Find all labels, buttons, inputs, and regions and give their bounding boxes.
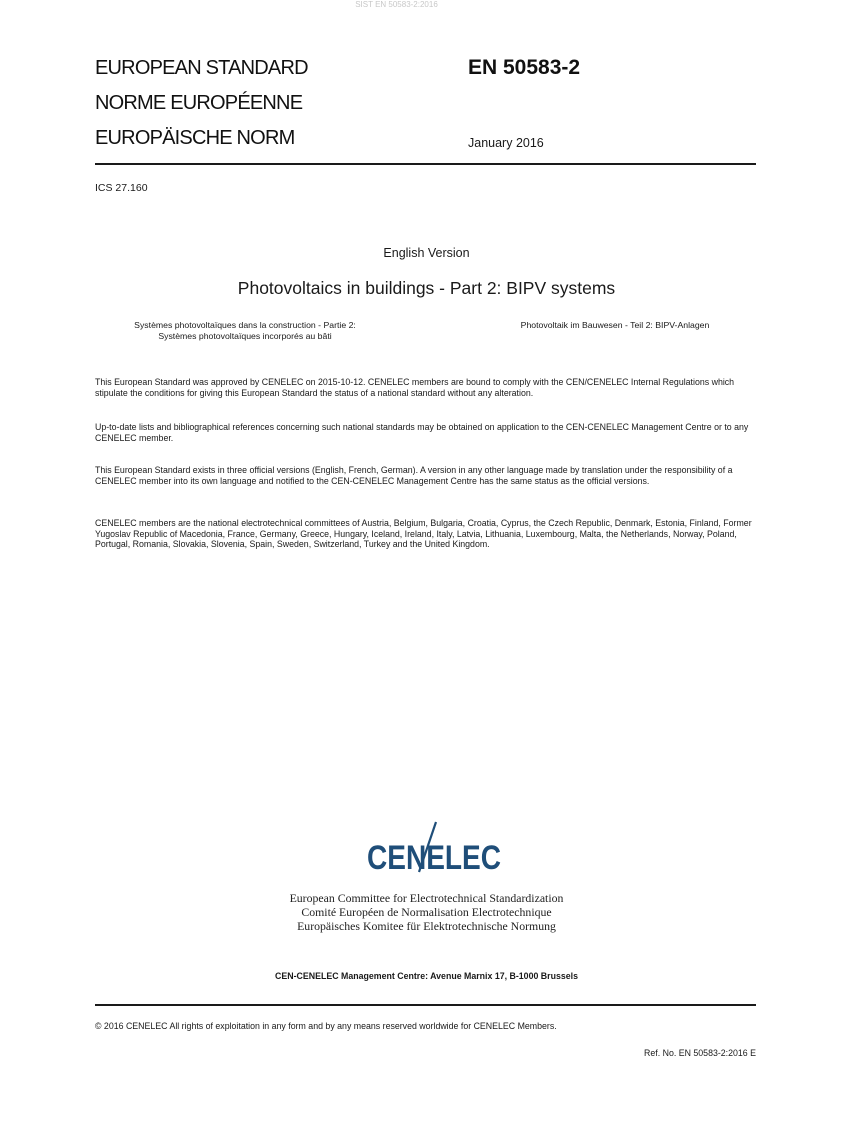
committee-name-fr: Comité Européen de Normalisation Electrotechnique — [301, 905, 552, 919]
watermark: SIST EN 50583-2:2016 — [355, 0, 438, 9]
standard-name-de: EUROPÄISCHE NORM — [95, 127, 295, 149]
french-title-line1: Systèmes photovoltaïques dans la construction - Partie 2: — [134, 320, 356, 330]
reference-number: Ref. No. EN 50583-2:2016 E — [644, 1048, 756, 1058]
document-number: EN 50583-2 — [468, 56, 581, 79]
standard-name-fr: NORME EUROPÉENNE — [95, 92, 303, 114]
cenelec-logo-graphic — [363, 822, 505, 877]
copyright-notice: © 2016 CENELEC All rights of exploitation in any form and by any means reserved worldwide for CENELEC Members. — [95, 1021, 557, 1031]
references-paragraph: Up-to-date lists and bibliographical references concerning such national standards may be obtained on application to the CEN-CENELEC Management Centre or to any CENELEC member. — [95, 422, 749, 443]
ics-code: ICS 27.160 — [95, 182, 148, 194]
language-version: English Version — [383, 246, 470, 260]
committee-name-de: Europäisches Komitee für Elektrotechnische Normung — [297, 919, 556, 933]
standard-name-en: EUROPEAN STANDARD — [95, 57, 308, 79]
french-title — [95, 320, 395, 342]
document-title: Photovoltaics in buildings - Part 2: BIPV systems — [237, 278, 616, 298]
approval-paragraph: This European Standard was approved by CENELEC on 2015-10-12. CENELEC members are bound to comply with the CEN/CENELEC Internal Regulations which stipulate the conditions for giving this European Standard the status of a national standard without any alteration. — [95, 377, 735, 398]
publication-date: January 2016 — [468, 136, 544, 150]
committee-name-en: European Committee for Electrotechnical Standardization — [289, 891, 564, 905]
french-title-line2: Systèmes photovoltaïques incorporés au bâti — [158, 331, 332, 341]
logo-wordmark: CENELEC — [367, 839, 501, 877]
members-paragraph: CENELEC members are the national electrotechnical committees of Austria, Belgium, Bulgaria, Croatia, Cyprus, the Czech Republic, Denmark, Estonia, Finland, Former Yugoslav Republic of Macedonia, France, Germany, Greece, Hungary, Iceland, Ireland, Italy, Latvia, Lithuania, Luxembourg, Malta, the Netherlands, Norway, Poland, Portugal, Romania, Slovakia, Slovenia, Spain, Sweden, Switzerland, Turkey and the United Kingdom. — [95, 518, 752, 550]
german-title: Photovoltaik im Bauwesen - Teil 2: BIPV-Anlagen — [520, 320, 710, 330]
header-divider — [95, 163, 756, 165]
cenelec-logo — [363, 822, 505, 877]
footer-divider — [95, 1004, 756, 1006]
management-centre-address: CEN-CENELEC Management Centre: Avenue Marnix 17, B-1000 Brussels — [275, 971, 578, 981]
versions-paragraph: This European Standard exists in three official versions (English, French, German). A version in any other language made by translation under the responsibility of a CENELEC member into its own language and notified to the CEN-CENELEC Management Centre has the same status as the official versions. — [95, 465, 733, 486]
